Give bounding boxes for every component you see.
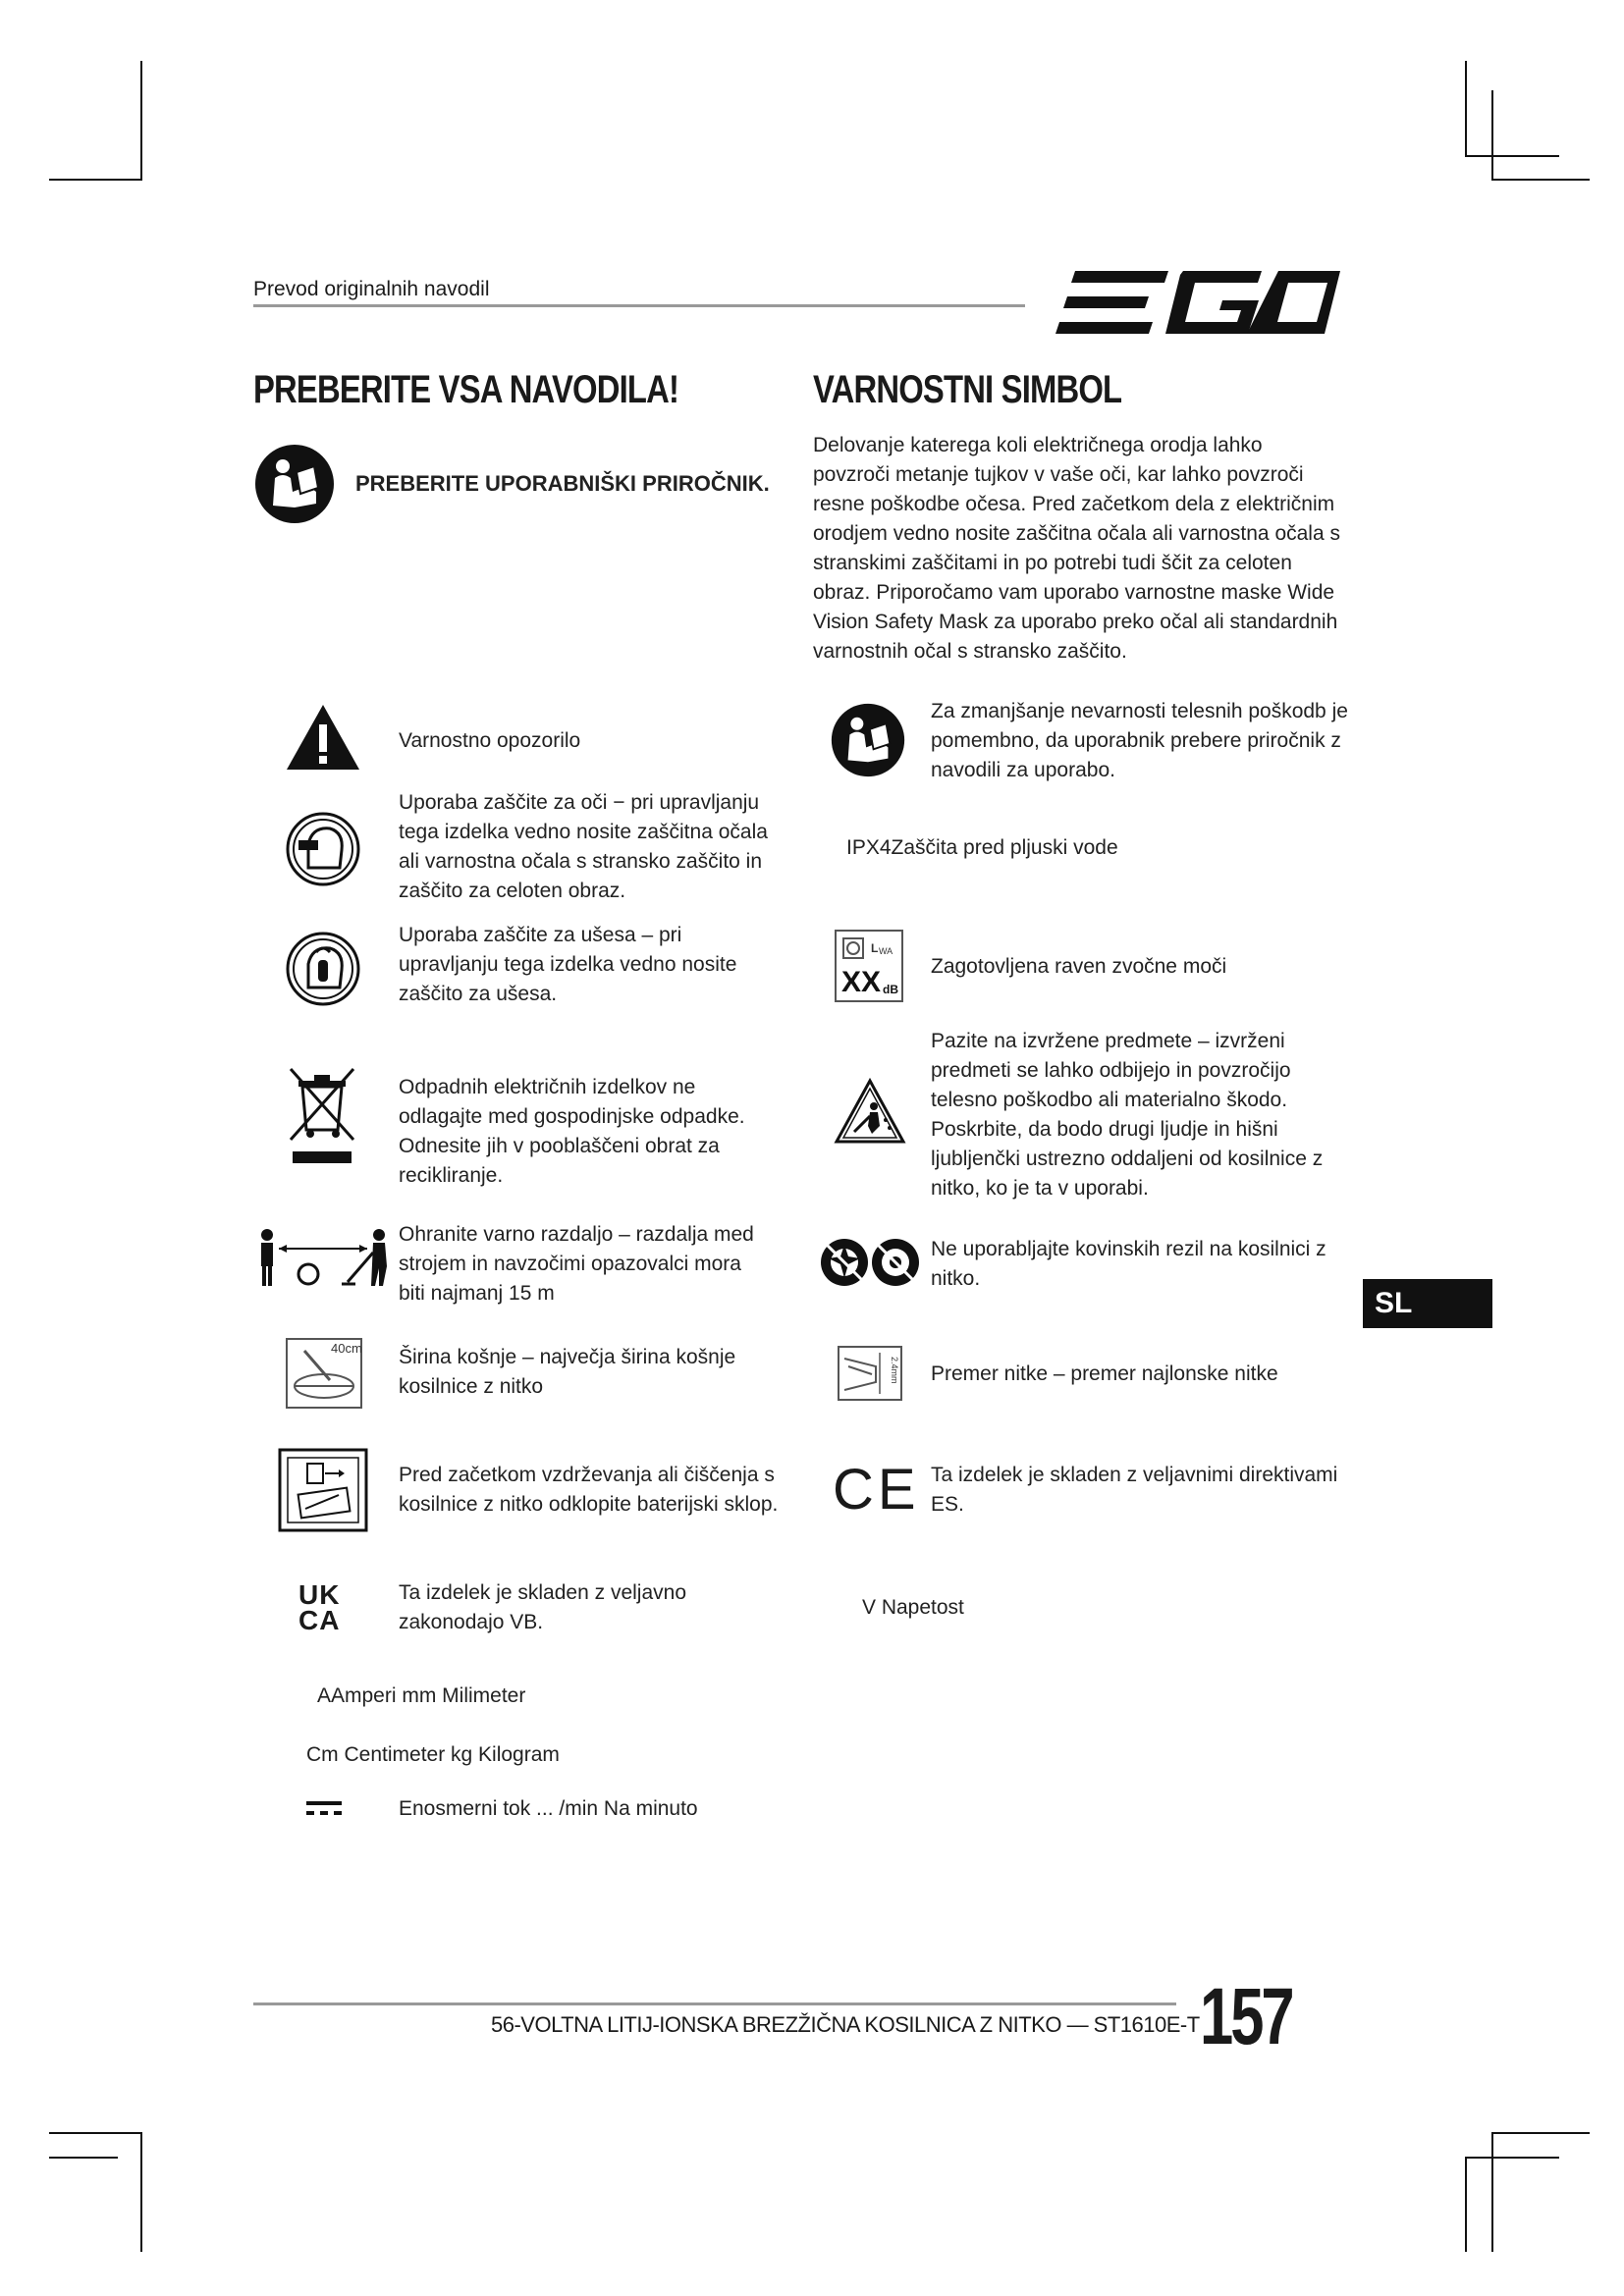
language-tab: SL (1363, 1279, 1492, 1328)
list-item: Pred začetkom vzdrževanja ali čiščenja s kosilnice z nitko odklopite baterijski sklop. (399, 1464, 779, 1516)
page-number: 157 (1200, 1972, 1292, 2061)
crop-mark (1491, 2132, 1493, 2252)
list-item: Za zmanjšanje nevarnosti telesnih poškodb je pomembno, da uporabnik prebere priročnik z navodili za uporabo. (931, 700, 1348, 781)
list-item: Ohranite varno razdaljo – razdalja med strojem in navzočimi opazovalci mora biti najmanj 15 m (399, 1223, 754, 1305)
header-rule (253, 304, 1025, 307)
ear-protection-icon (285, 931, 361, 1007)
list-item: Širina košnje – največja širina košnje kosilnice z nitko (399, 1346, 736, 1398)
list-item: Pazite na izvržene predmete – izvrženi predmeti se lahko odbijejo in povzročijo telesno poškodbo ali materialno škodo. Poskrbite, da bodo drugi ljudje in hišni ljubljenčki ustrezno oddaljeni od kosilnice z nitko, ko je ta v uporabi. (931, 1030, 1324, 1200)
crop-mark (49, 179, 142, 181)
crop-mark (1491, 2132, 1590, 2134)
list-item: Zagotovljena raven zvočne moči (931, 955, 1227, 978)
crop-mark (1465, 2157, 1467, 2252)
doc-subtitle: Prevod originalnih navodil (253, 278, 490, 300)
list-item: Uporaba zaščite za ušesa – pri upravljanju tega izdelka vedno nosite zaščito za ušesa. (399, 924, 737, 1005)
list-item: Varnostno opozorilo (399, 729, 581, 752)
read-manual-icon (253, 443, 336, 525)
crop-mark (1465, 155, 1559, 157)
units-line: AAmperi mm Milimeter (317, 1684, 526, 1707)
safe-distance-icon (253, 1225, 395, 1290)
crop-mark (140, 61, 142, 181)
crop-mark (1465, 61, 1467, 157)
list-item: Premer nitke – premer najlonske nitke (931, 1362, 1278, 1385)
crop-mark (140, 2132, 142, 2252)
svg-text:L: L (871, 941, 879, 955)
crop-mark (1491, 179, 1590, 181)
thrown-objects-icon (833, 1077, 907, 1146)
svg-text:2.4mm: 2.4mm (890, 1357, 899, 1384)
ego-logo (1051, 265, 1345, 344)
right-heading: VARNOSTNI SIMBOL (813, 368, 1122, 411)
warning-triangle-icon (285, 703, 361, 772)
cutting-width-icon (285, 1337, 363, 1410)
ukca-mark-icon: UK CA (298, 1579, 341, 1635)
direct-current-icon (304, 1798, 344, 1818)
crop-mark (1465, 2157, 1559, 2159)
remove-battery-icon (278, 1448, 368, 1532)
crop-mark (49, 2157, 118, 2159)
left-heading: PREBERITE VSA NAVODILA! (253, 368, 679, 411)
list-item: Ta izdelek je skladen z veljavnimi direktivami ES. (931, 1464, 1338, 1516)
list-item: IPX4Zaščita pred pljuski vode (846, 836, 1118, 859)
read-manual-label: PREBERITE UPORABNIŠKI PRIROČNIK. (355, 471, 770, 496)
weee-bin-icon (287, 1065, 357, 1165)
line-diameter-icon (837, 1345, 903, 1402)
dc-line: Enosmerni tok ... /min Na minuto (399, 1797, 698, 1820)
svg-text:dB: dB (883, 983, 898, 996)
no-metal-blades-icon (819, 1235, 921, 1290)
sound-power-icon (834, 929, 904, 1003)
svg-text:WA: WA (879, 946, 893, 956)
list-item: V Napetost (862, 1596, 964, 1619)
crop-mark (1491, 90, 1493, 181)
eye-protection-icon (285, 811, 361, 887)
units-line: Cm Centimeter kg Kilogram (306, 1743, 560, 1766)
footer-rule (253, 2002, 1176, 2005)
list-item: Uporaba zaščite za oči − pri upravljanju tega izdelka vedno nosite zaščitna očala ali varnostna očala s stransko zaščito in zaščito za celoten obraz. (399, 791, 768, 902)
read-manual-icon (830, 702, 906, 778)
ego-logo-text: EGO (1051, 265, 1054, 266)
list-item: Ne uporabljajte kovinskih rezil na kosilnici z nitko. (931, 1238, 1326, 1290)
svg-text:40cm: 40cm (331, 1341, 362, 1356)
safety-intro: Delovanje katerega koli električnega orodja lahko povzroči metanje tujkov v vaše oči, kar lahko povzroči resne poškodbe očesa. Pred začetkom dela z električnim orodjem vedno nosite zaščitna očala ali varnostna očala s stranskimi zaščitami in po potrebi tudi ščit za celoten obraz. Priporočamo vam uporabo varnostne maske Wide Vision Safety Mask za uporabo preko očal ali standardnih varnostnih očal s stransko zaščito. (813, 434, 1340, 663)
list-item: Ta izdelek je skladen z veljavno zakonodajo VB. (399, 1581, 686, 1633)
ce-mark-icon: CE (833, 1458, 920, 1522)
list-item: Odpadnih električnih izdelkov ne odlagajte med gospodinjske odpadke. Odnesite jih v pooblaščeni obrat za recikliranje. (399, 1076, 745, 1187)
crop-mark (49, 2132, 142, 2134)
footer-title: 56-VOLTNA LITIJ-IONSKA BREZŽIČNA KOSILNICA Z NITKO — ST1610E-T (491, 2012, 1200, 2037)
svg-text:XX: XX (841, 966, 882, 998)
